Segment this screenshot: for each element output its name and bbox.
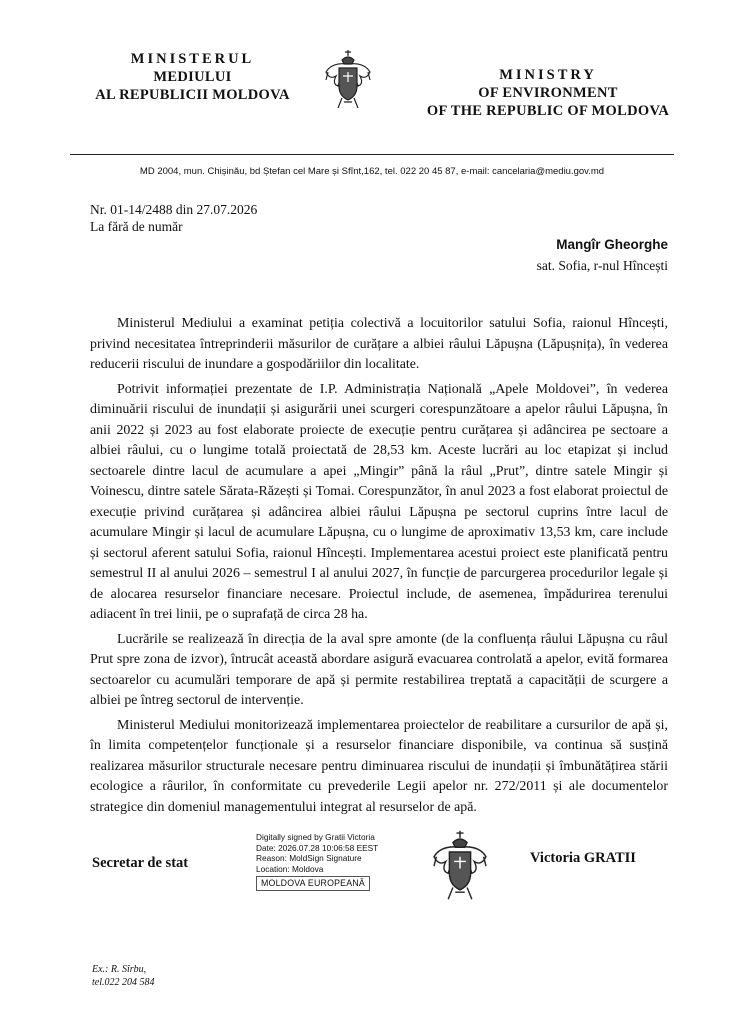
body-paragraph-3: Lucrările se realizează în direcția de la aval spre amonte (de la confluența râului Lăpușna cu râul Prut spre zona de izvor), întrucât această abordare asigură evacuarea controlată a apelor, evită formarea sectoarelor cu acumulări temporare de apă și permite restabilirea treptată a capacității de scurgere a albiei pe întreg sectorul de intervenție.: [90, 631, 668, 708]
reference-block: [90, 201, 257, 235]
signer-name: Victoria GRATII: [530, 850, 636, 866]
signatory-position: Secretar de stat: [92, 855, 189, 871]
header-ro: [80, 50, 305, 104]
executor-name: Ex.: R. Sîrbu,: [92, 964, 147, 975]
reference-number: Nr. 01-14/2488 din 27.07.2026: [90, 202, 258, 217]
header-ro-line2: MEDIULUI: [153, 69, 232, 85]
digital-signature-line2: Date: 2026.07.28 10:06:58 EEST: [256, 842, 379, 853]
header-ro-line1: MINISTERUL: [130, 51, 255, 67]
header-divider: [70, 154, 674, 155]
executor-block: [92, 963, 155, 989]
digital-signature-line3: Reason: MoldSign Signature: [256, 853, 362, 863]
header-en-line2: OF ENVIRONMENT: [478, 85, 618, 101]
digital-signature-block: [256, 832, 406, 891]
executor-phone: tel.022 204 584: [92, 977, 155, 988]
letter-body: [90, 314, 668, 822]
body-paragraph-4: Ministerul Mediului monitorizează implementarea proiectelor de reabilitare a cursurilor de apă și, în limita competențelor funcționale și a resurselor financiare disponibile, va continua să susțină realizarea măsurilor structurale necesare pentru diminuarea riscului de inundații și îmbunătățirea stării ecologice a râurilor, în conformitate cu prevederile Legii apelor nr. 272/2011 și ale documentelor strategice din domeniul managementului integrat al resurselor de apă.: [90, 717, 668, 815]
header-en-line1: MINISTRY: [499, 67, 597, 83]
signature-stamp: MOLDOVA EUROPEANĂ: [256, 876, 370, 891]
header-en: [418, 66, 678, 120]
header-en-line3: OF THE REPUBLIC OF MOLDOVA: [426, 103, 670, 119]
digital-signature-line1: Digitally signed by Gratii Victoria: [256, 832, 375, 842]
moldova-coat-of-arms-icon: [322, 46, 374, 112]
moldova-coat-of-arms-icon: [429, 826, 491, 904]
recipient-name: Mangîr Gheorghe: [556, 237, 668, 252]
recipient-block: [537, 234, 668, 276]
recipient-address: sat. Sofia, r-nul Hîncești: [536, 258, 668, 273]
header-ro-line3: AL REPUBLICII MOLDOVA: [95, 87, 290, 103]
ministry-address: MD 2004, mun. Chișinău, bd Ștefan cel Mare și Sfînt,162, tel. 022 20 45 87, e-mail: cancelaria@mediu.gov.md: [139, 166, 605, 177]
reference-in-reply: La fără de număr: [90, 219, 183, 234]
digital-signature-line4: Location: Moldova: [256, 863, 324, 874]
body-paragraph-2: Potrivit informației prezentate de I.P. Administrația Națională „Apele Moldovei”, în vederea diminuării riscului de inundații și asigurării unei scurgeri corespunzătoare a apelor râului Lăpușna, în anii 2022 și 2023 au fost elaborate proiecte de execuție pentru curățarea și adâncirea pe sectoare a albiei râului, cu o lungime totală proiectată de 28,53 km. Aceste lucrări au loc etapizat și includ sectoarele dintre lacul de acumulare a apei „Mingir” până la râul „Prut”, dintre satele Mingir și Voinescu, dintre satele Sărata-Răzești și Tomai. Corespunzător, în anul 2023 a fost elaborat proiectul de execuție privind curățarea și adâncirea albiei râului Lăpușna pe sectorul cuprins între lacul de acumulare Mingir și lacul de acumulare Lăpușna, cu o lungime de aproximativ 13,53 km, care include și sectorul aferent satului Sofia, raionul Hîncești. Implementarea acestui proiect este planificată pentru semestrul II al anului 2026 – semestrul I al anului 2027, în funcție de parcurgerea procedurilor legale și de alocarea resurselor financiare necesare. Proiectul include, de asemenea, împădurirea terenului adiacent în trei linii, pe o suprafață de circa 28 ha.: [90, 381, 668, 622]
body-paragraph-1: Ministerul Mediului a examinat petiția colectivă a locuitorilor satului Sofia, raionul Hîncești, privind necesitatea întreprinderii măsurilor de curățare a albiei râului Lăpușna (Lăpușnița), în vederea reducerii riscului de inundare a gospodăriilor din localitate.: [90, 316, 668, 372]
